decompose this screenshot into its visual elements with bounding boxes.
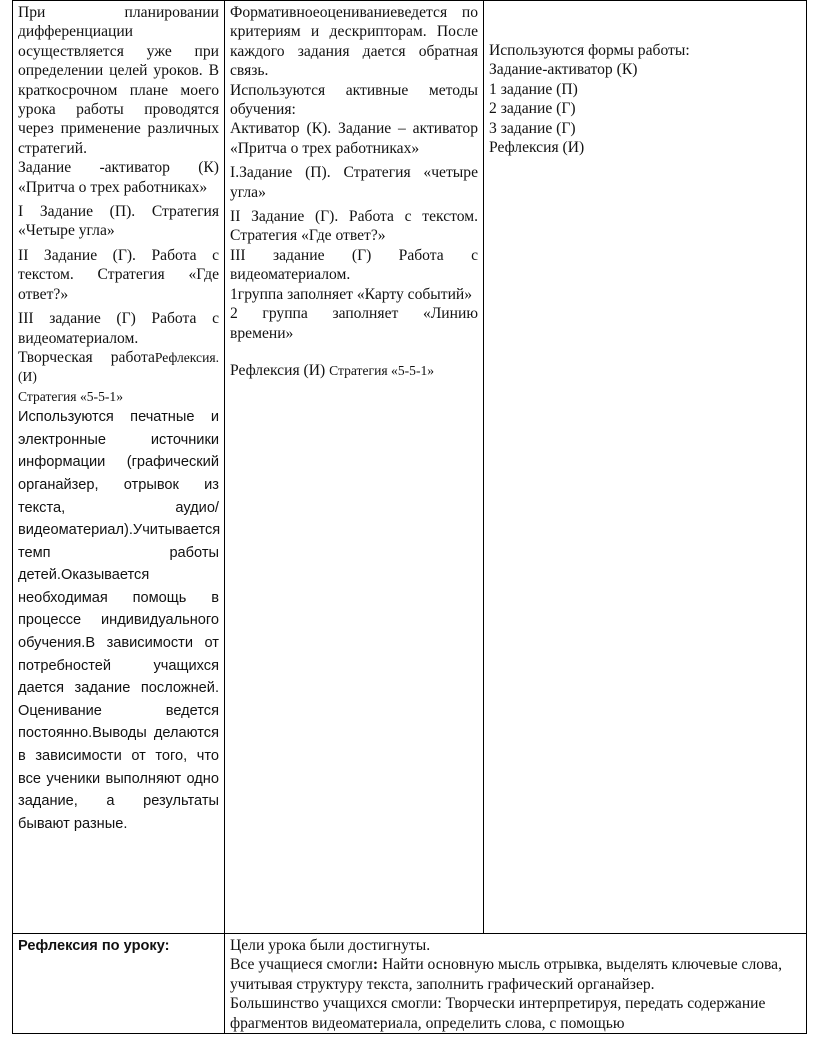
- creative-work: [18, 348, 219, 387]
- active-methods: Используются активные методы обучения:: [230, 81, 478, 119]
- all-students: [230, 955, 801, 994]
- all-students-label: Все учащиеся смогли: [230, 956, 373, 974]
- most-students: Большинство учащихся смогли: Творчески интерпретируя, передать содержание фрагментов видеоматериала, определить слова, с помощью: [230, 995, 766, 1032]
- work-form-item: 3 задание (Г): [489, 119, 576, 137]
- differentiation-intro: При планировании дифференциации осуществляется уже при определении целей уроков. В краткосрочном плане моего урока работы проводятся через применение различных стратегий.: [18, 4, 219, 157]
- task-three: III задание (Г) Работа с видеоматериалом.: [18, 310, 219, 347]
- table-row: [13, 1, 807, 934]
- work-form-item: 2 задание (Г): [489, 100, 576, 118]
- task-two-item: II Задание (Г). Работа с текстом. Стратегия «Где ответ?»: [230, 208, 478, 245]
- group-one-item: 1группа заполняет «Карту событий»: [230, 285, 473, 303]
- creative-work-label: Творческая работа: [18, 348, 155, 366]
- reflection-label: Рефлексия.(И): [18, 349, 219, 385]
- differentiation-cell: [13, 1, 225, 934]
- reflection-item: [230, 361, 478, 380]
- lesson-reflection-label: [13, 934, 225, 1034]
- all-students-colon: :: [372, 956, 379, 974]
- task-one-item: I.Задание (П). Стратегия «четыре угла»: [230, 164, 478, 201]
- work-forms-heading: Используются формы работы:: [489, 42, 690, 59]
- work-forms-cell: [484, 1, 807, 934]
- activator-item: Активатор (К). Задание – активатор «Притча о трех работниках»: [230, 120, 478, 157]
- strategy-551: Стратегия «5-5-1»: [18, 388, 123, 404]
- goals-achieved: Цели урока были достигнуты.: [230, 937, 431, 954]
- assessment-cell: [225, 1, 484, 934]
- task-two: II Задание (Г). Работа с текстом. Стратегия «Где ответ?»: [18, 246, 219, 303]
- resources-text: Используются печатные и электронные источники информации (графический органайзер, отрывок из текста, аудио/ видеоматериал).Учитывается темп работы детей.Оказывается необходимая помощь в процессе индивидуального обучения.В зависимости от потребностей учащихся дается задание посложней. Оценивание ведется постоянно.Выводы делаются в зависимости от того, что все ученики выполняют одно задание, а результаты бывают разные.: [18, 409, 221, 832]
- work-form-item: Рефлексия (И): [489, 139, 585, 157]
- reflection-item-label: Рефлексия (И): [230, 361, 330, 379]
- lesson-reflection-text: Рефлексия по уроку:: [18, 938, 170, 954]
- lesson-reflection-content: [225, 934, 807, 1034]
- work-form-item: 1 задание (П): [489, 80, 578, 98]
- group-two-item: 2 группа заполняет «Линию времени»: [230, 305, 478, 342]
- document-page: [12, 0, 806, 1055]
- task-one: I Задание (П). Стратегия «Четыре угла»: [18, 203, 219, 240]
- activator-task: Задание -активатор (К) «Притча о трех работниках»: [18, 159, 219, 196]
- formative-assessment: Формативноеоцениваниеведется по критериям и дескрипторам. После каждого задания дается обратная связь.: [230, 4, 478, 80]
- task-three-item: III задание (Г) Работа с видеоматериалом.: [230, 246, 478, 284]
- lesson-plan-table: [12, 0, 807, 1034]
- table-row: [13, 934, 807, 1034]
- all-students-text: Найти основную мысль отрывка, выделять ключевые слова, учитывая структуру текста, заполнить графический органайзер.: [230, 956, 783, 993]
- work-form-item: Задание-активатор (К): [489, 61, 638, 79]
- reflection-strategy: Стратегия «5-5-1»: [329, 362, 435, 378]
